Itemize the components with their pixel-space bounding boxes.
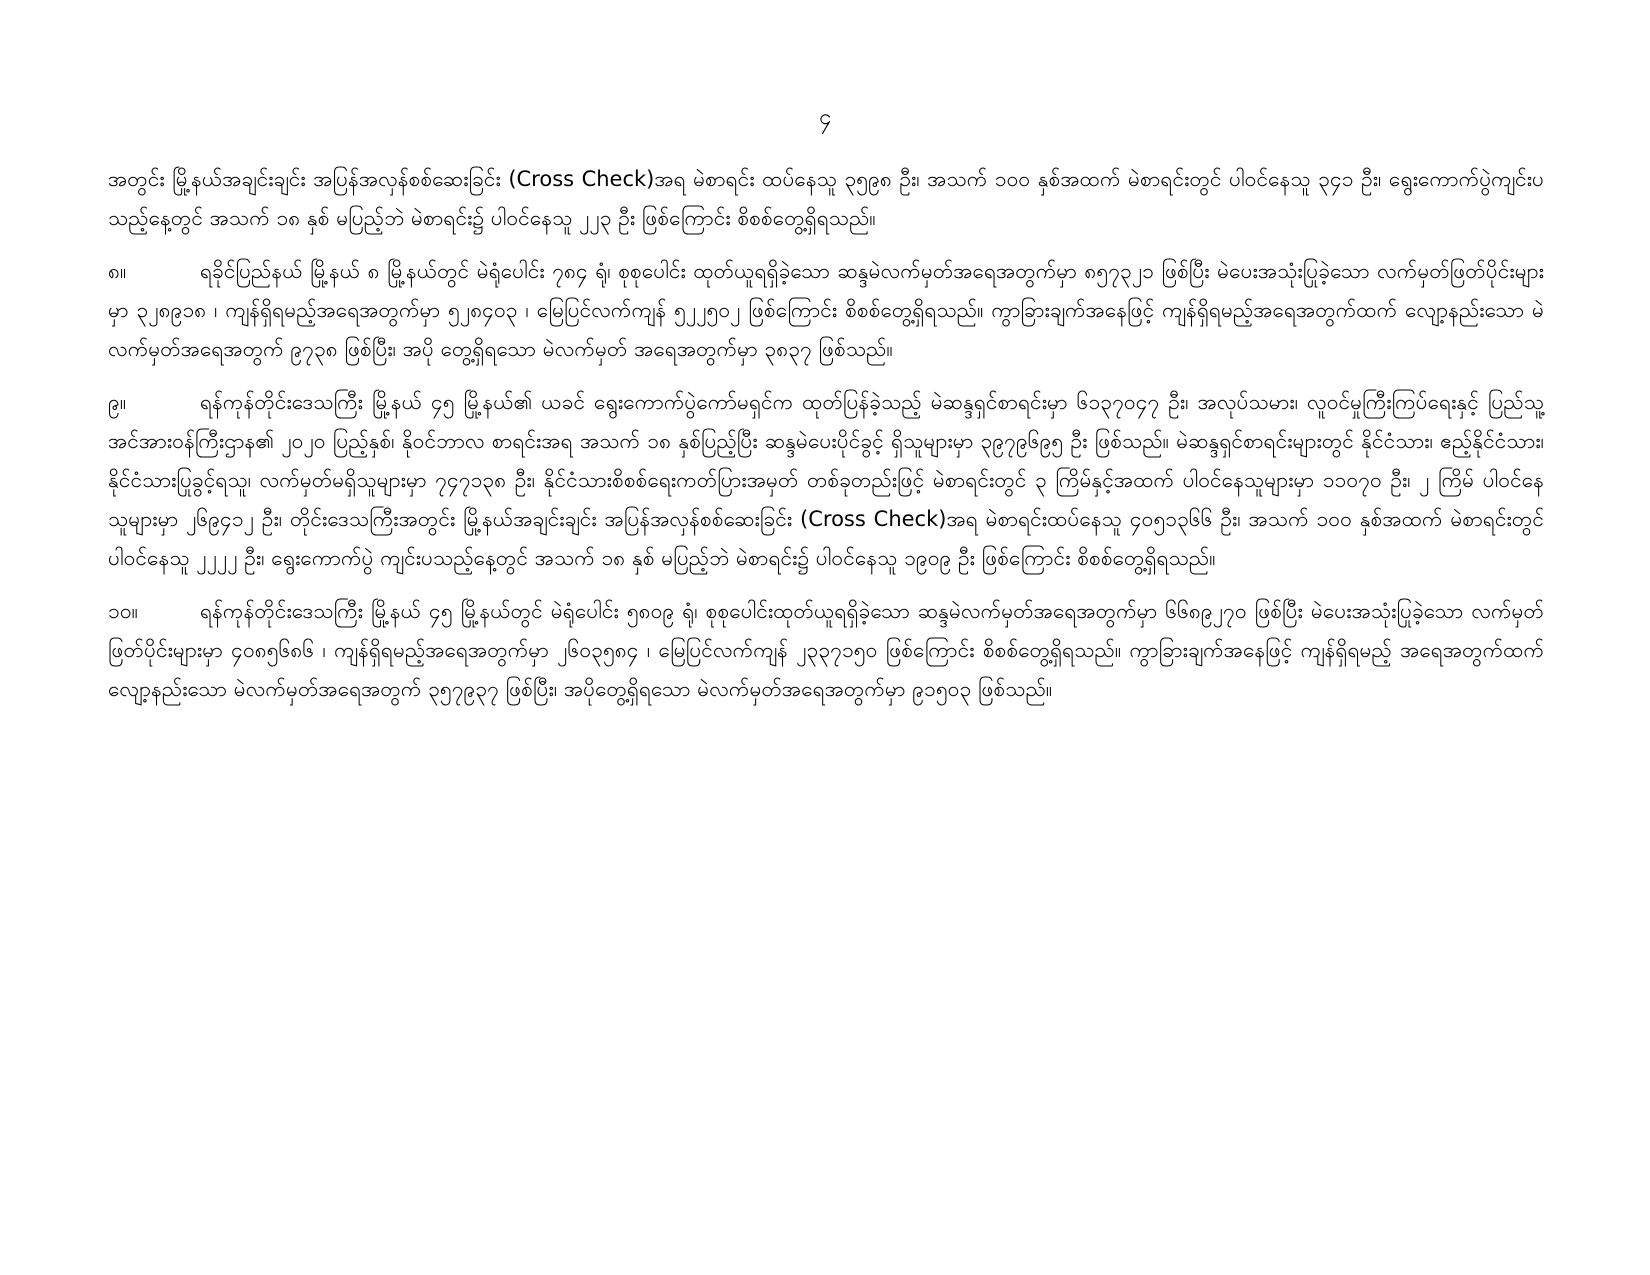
paragraph-text: ရခိုင်ပြည်နယ် မြို့နယ် ၈ မြို့နယ်တွင် မဲရုံပေါင်း ၇၈၄ ရုံ၊ စုစုပေါင်း ထုတ်ယူရရှိခဲ့သော ဆန္ဒမဲလက်မှတ်အရေအတွက်မှာ ၈၅၇၃၂၁ ဖြစ်ပြီး မဲပေးအသုံးပြုခဲ့သော လက်မှတ်ဖြတ်ပိုင်းများမှာ ၃၂၈၉၁၈ ၊ ကျန်ရှိရမည့်အရေအတွက်မှာ ၅၂၈၄၀၃ ၊ မြေပြင်လက်ကျန် ၅၂၂၅၀၂ ဖြစ်ကြောင်း စိစစ်တွေ့ရှိရသည်။ ကွာခြားချက်အနေဖြင့် ကျန်ရှိရမည့်အရေအတွက်ထက် လျော့နည်းသော မဲလက်မှတ်အရေအတွက် ၉၇၃၈ ဖြစ်ပြီး၊ အပို တွေ့ရှိရသော မဲလက်မှတ် အရေအတွက်မှာ ၃၈၃၇ ဖြစ်သည်။ — [108, 259, 1544, 361]
paragraph-continuation — [108, 160, 1544, 238]
paragraph-text: အတွင်း မြို့နယ်အချင်းချင်း အပြန်အလှန်စစ်ဆေးခြင်း (Cross Check)အရ မဲစာရင်း ထပ်နေသူ ၃၅၉၈ ဦး၊ အသက် ၁၀၀ နှစ်အထက် မဲစာရင်းတွင် ပါဝင်နေသူ ၃၄၁ ဦး၊ ရွေးကောက်ပွဲကျင်းပသည့်နေ့တွင် အသက် ၁၈ နှစ် မပြည့်ဘဲ မဲစာရင်း၌ ပါဝင်နေသူ ၂၂၃ ဦး ဖြစ်ကြောင်း စိစစ်တွေ့ရှိရသည်။ — [108, 167, 1544, 230]
paragraph-10 — [108, 592, 1544, 709]
paragraph-9 — [108, 383, 1544, 578]
document-body — [108, 160, 1544, 723]
paragraph-number: ၈။ — [108, 259, 127, 283]
paragraph-text: ရန်ကုန်တိုင်းဒေသကြီး မြို့နယ် ၄၅ မြို့နယ်၏ ယခင် ရွေးကောက်ပွဲကော်မရှင်က ထုတ်ပြန်ခဲ့သည့် မဲဆန္ဒရှင်စာရင်းမှာ ၆၁၃၇၀၄၇ ဦး၊ အလုပ်သမား၊ လူဝင်မှုကြီးကြပ်ရေးနှင့် ပြည်သူ့အင်အားဝန်ကြီးဌာန၏ ၂၀၂၀ ပြည့်နှစ်၊ နိုဝင်ဘာလ စာရင်းအရ အသက် ၁၈ နှစ်ပြည့်ပြီး ဆန္ဒမဲပေးပိုင်ခွင့် ရှိသူများမှာ ၃၉၇၉၆၉၅ ဦး ဖြစ်သည်။ မဲဆန္ဒရှင်စာရင်းများတွင် နိုင်ငံသား၊ ဧည့်နိုင်ငံသား၊ နိုင်ငံသားပြုခွင့်ရသူ၊ လက်မှတ်မရှိသူများမှာ ၇၄၇၁၃၈ ဦး၊ နိုင်ငံသားစိစစ်ရေးကတ်ပြားအမှတ် တစ်ခုတည်းဖြင့် မဲစာရင်းတွင် ၃ ကြိမ်နှင့်အထက် ပါဝင်နေသူများမှာ ၁၁၀၇၀ ဦး၊ ၂ ကြိမ် ပါဝင်နေသူများမှာ ၂၆၉၄၁၂ ဦး၊ တိုင်းဒေသကြီးအတွင်း မြို့နယ်အချင်းချင်း အပြန်အလှန်စစ်ဆေးခြင်း (Cross Check)အရ မဲစာရင်းထပ်နေသူ ၄၀၅၁၃၆၆ ဦး၊ အသက် ၁၀၀ နှစ်အထက် မဲစာရင်းတွင် ပါဝင်နေသူ ၂၂၂၂ ဦး၊ ရွေးကောက်ပွဲ ကျင်းပသည့်နေ့တွင် အသက် ၁၈ နှစ် မပြည့်ဘဲ မဲစာရင်း၌ ပါဝင်နေသူ ၁၉၀၉ ဦး ဖြစ်ကြောင်း စိစစ်တွေ့ရှိရသည်။ — [108, 390, 1544, 570]
paragraph-number: ၁၀။ — [108, 599, 138, 623]
page-number: ၄ — [818, 105, 832, 130]
paragraph-number: ၉။ — [108, 390, 127, 414]
paragraph-8 — [108, 252, 1544, 369]
paragraph-text: ရန်ကုန်တိုင်းဒေသကြီး မြို့နယ် ၄၅ မြို့နယ်တွင် မဲရုံပေါင်း ၅၈၀၉ ရုံ၊ စုစုပေါင်းထုတ်ယူရရှိခဲ့သော ဆန္ဒမဲလက်မှတ်အရေအတွက်မှာ ၆၆၈၉၂၇၀ ဖြစ်ပြီး မဲပေးအသုံးပြုခဲ့သော လက်မှတ်ဖြတ်ပိုင်းများမှာ ၄၀၈၅၆၈၆ ၊ ကျန်ရှိရမည့်အရေအတွက်မှာ ၂၆၀၃၅၈၄ ၊ မြေပြင်လက်ကျန် ၂၃၃၇၁၅၀ ဖြစ်ကြောင်း စိစစ်တွေ့ရှိရသည်။ ကွာခြားချက်အနေဖြင့် ကျန်ရှိရမည့် အရေအတွက်ထက် လျော့နည်းသော မဲလက်မှတ်အရေအတွက် ၃၅၇၉၃၇ ဖြစ်ပြီး၊ အပိုတွေ့ရှိရသော မဲလက်မှတ်အရေအတွက်မှာ ၉၁၅၀၃ ဖြစ်သည်။ — [108, 599, 1544, 701]
